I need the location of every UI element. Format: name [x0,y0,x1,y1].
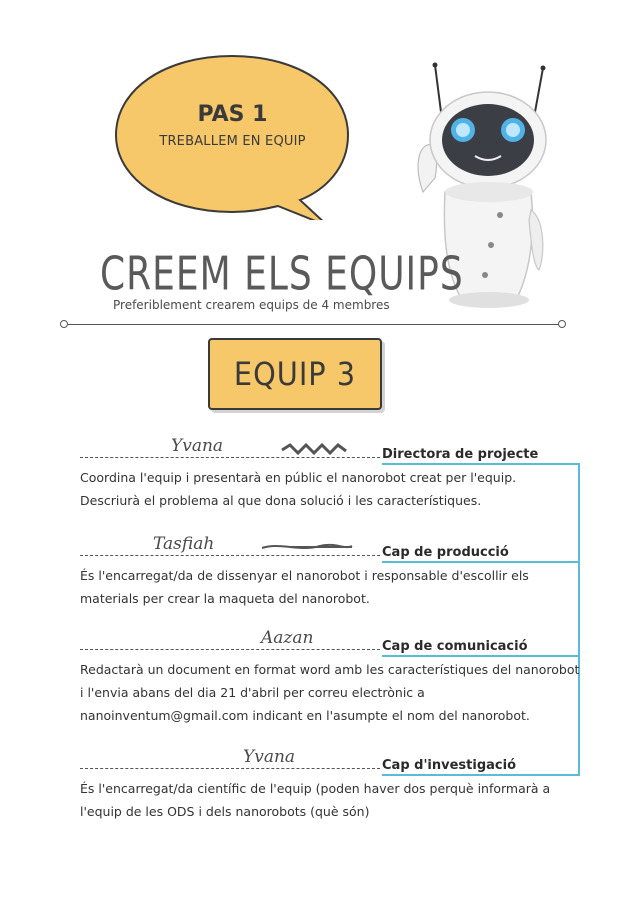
role-signature-line [80,630,580,654]
role-description: És l'encarregat/da científic de l'equip (poden haver dos perquè informarà a l'equip de les ODS i dels nanorobots (què són) [80,781,551,819]
divider [64,324,564,325]
role-description: Redactarà un document en format word amb les característiques del nanorobot i l'envia abans del dia 21 d'abril per correu electrònic a nanoinventum@gmail.com indicant en l'asumpte el nom del nanorobot. [80,662,580,723]
role-signature-line [80,749,580,773]
divider-dot-right [558,320,566,328]
speech-bubble [110,50,355,220]
role-title: Cap de comunicació [382,639,528,654]
role-signature-line [80,536,580,560]
role-block [80,630,580,727]
role-description: Coordina l'equip i presentarà en públic el nanorobot creat per l'equip. Descriurà el problema al que dona solució i les característiques. [80,470,517,508]
dashed-line [80,768,380,769]
team-label: EQUIP 3 [233,355,357,393]
role-title: Cap d'investigació [382,758,517,773]
dashed-line [80,649,380,650]
step-title: PAS 1 [197,102,268,127]
dashed-line [80,555,380,556]
role-title: Directora de projecte [382,447,539,462]
page-title: CREEM ELS EQUIPS [100,248,464,301]
divider-dot-left [60,320,68,328]
role-block [80,536,580,610]
dashed-line [80,457,380,458]
scribble-mark [280,442,350,456]
role-title: Cap de producció [382,545,509,560]
page-subtitle: Preferiblement crearem equips de 4 membres [113,298,390,312]
team-label-box [208,338,382,410]
role-description: És l'encarregat/da de dissenyar el nanorobot i responsable d'escollir els materials per crear la maqueta del nanorobot. [80,568,529,606]
role-signature-line [80,438,580,462]
handwritten-name: Yvana [168,436,226,456]
role-block [80,749,580,823]
handwritten-name: Tasfiah [150,534,217,554]
role-block [80,438,580,512]
handwritten-name: Yvana [240,747,298,767]
scribble-mark [260,540,355,554]
step-subtitle: TREBALLEM EN EQUIP [159,134,306,149]
handwritten-name: Aazan [258,628,316,648]
